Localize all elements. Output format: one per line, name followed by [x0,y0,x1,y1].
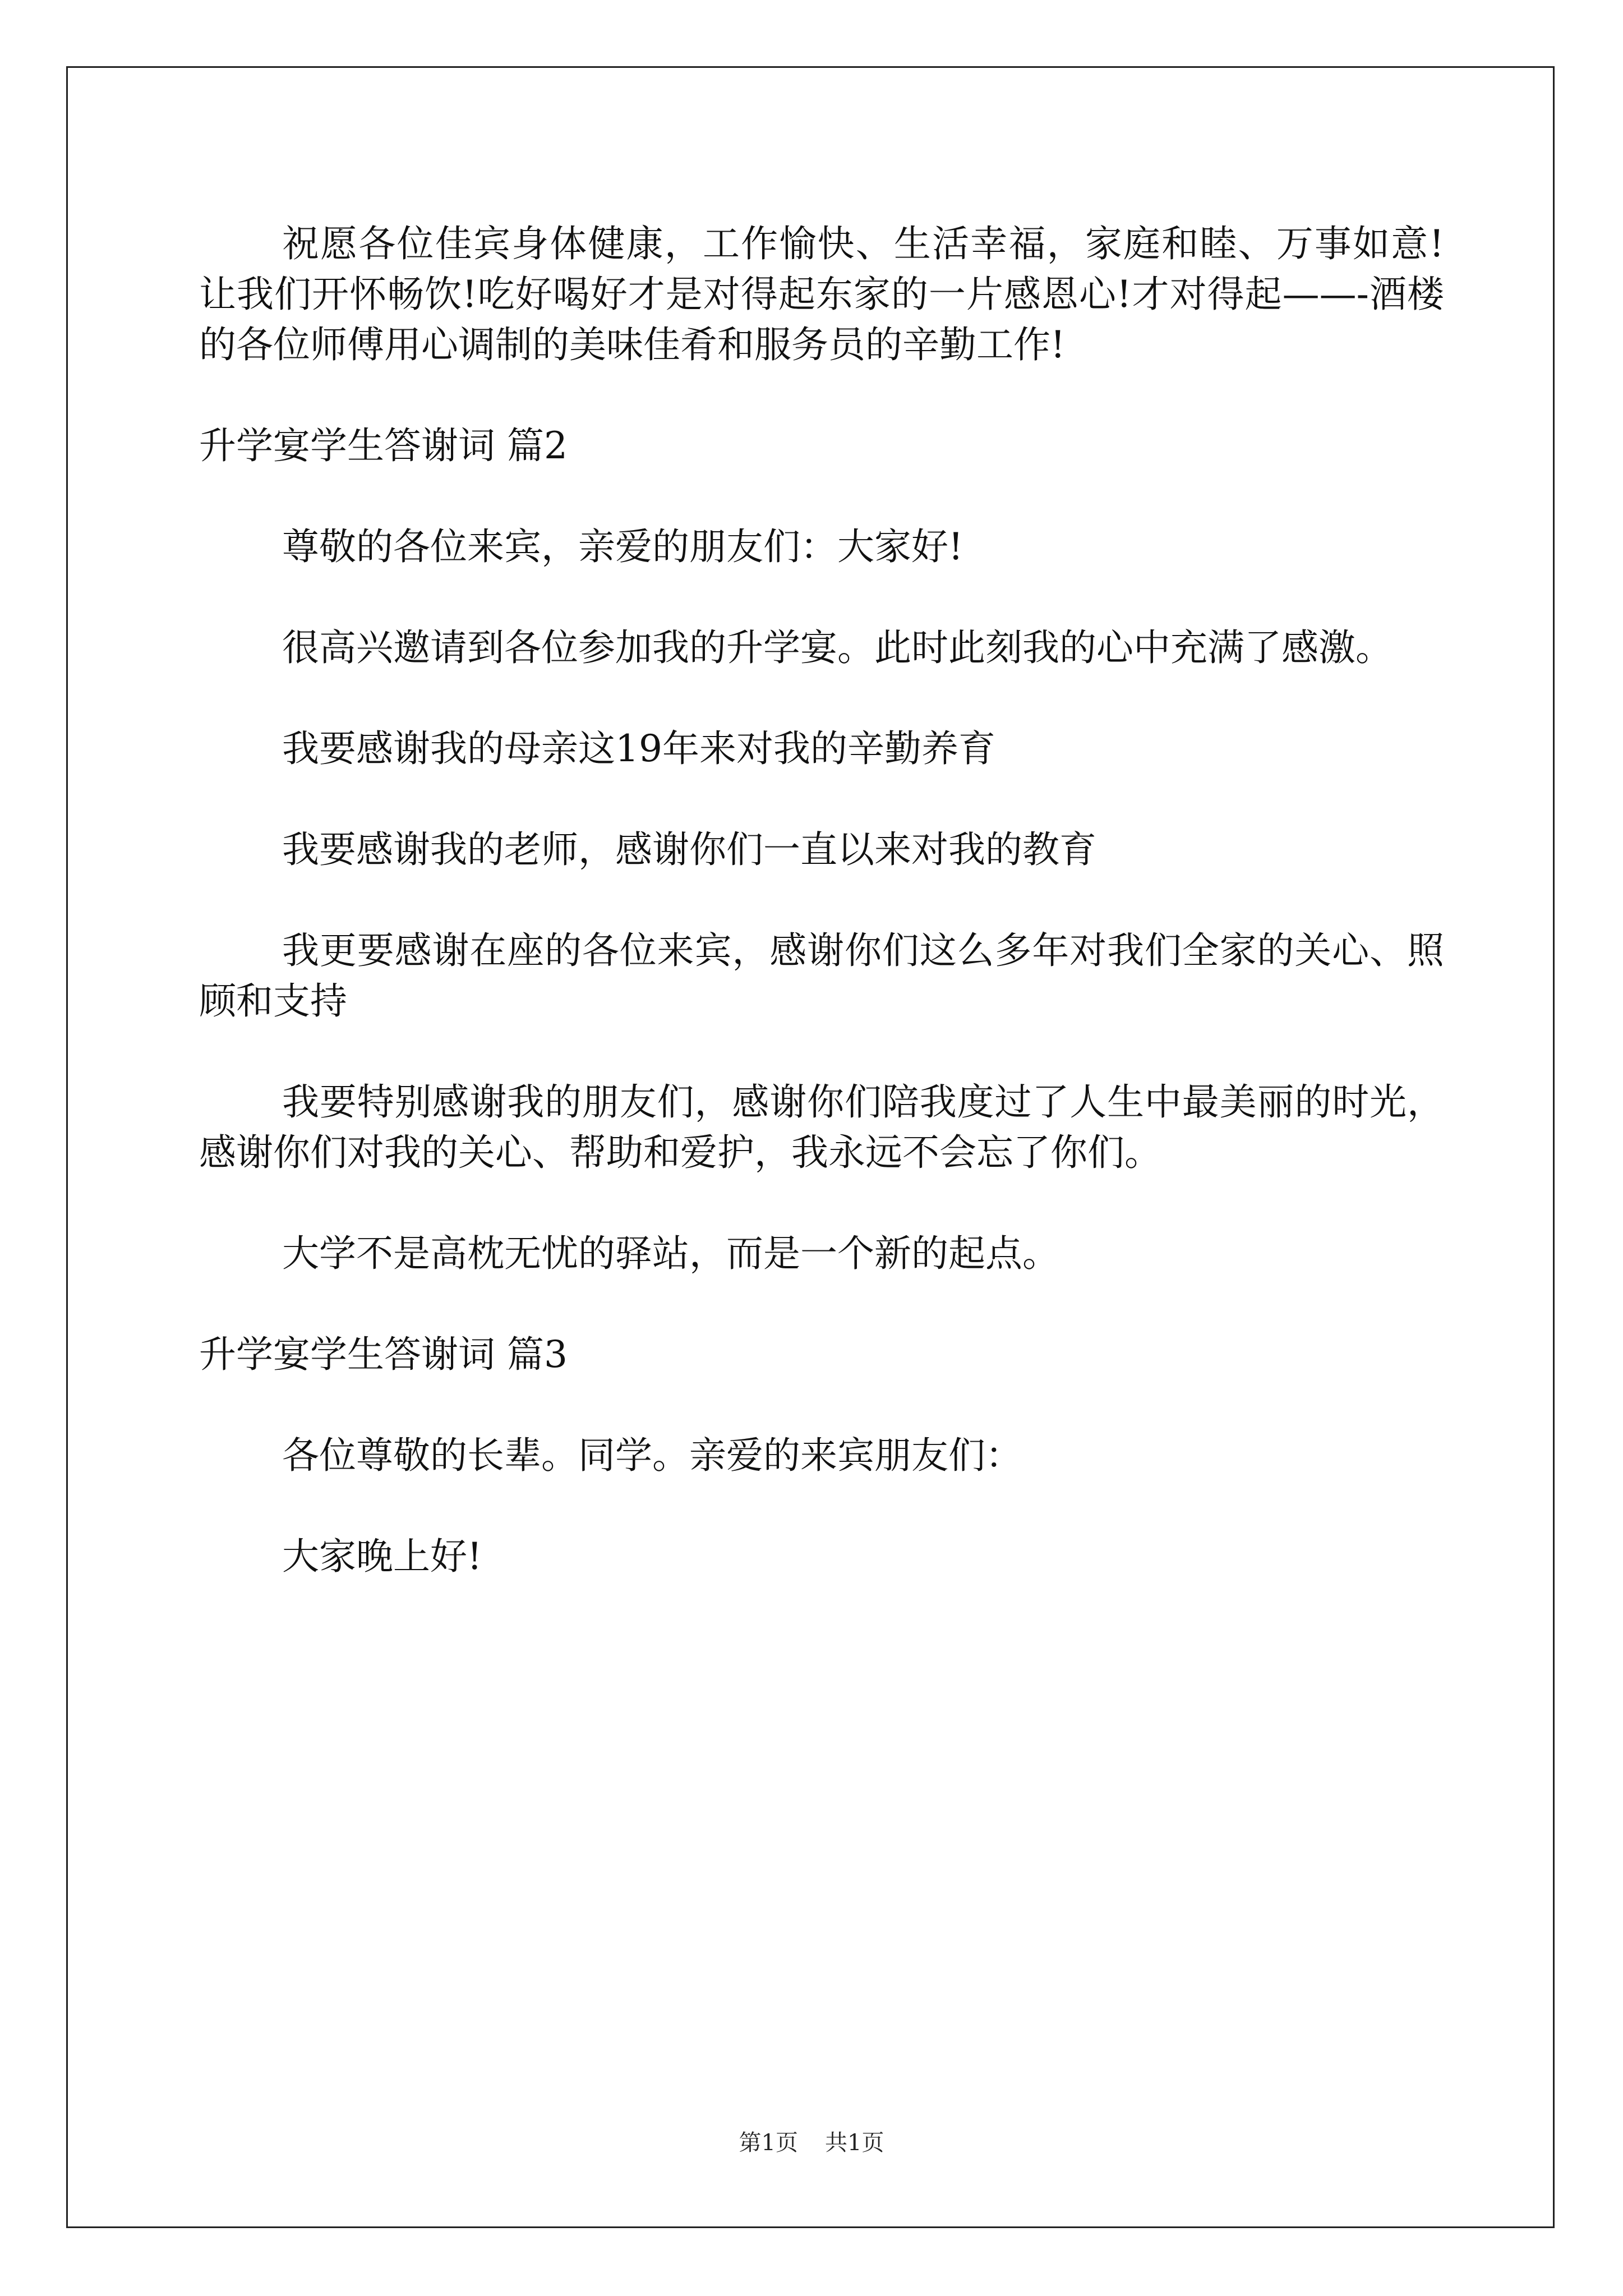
page-number-current: 第1页 [739,2130,798,2156]
document-body [199,219,1444,1632]
paragraph: 很高兴邀请到各位参加我的升学宴。此时此刻我的心中充满了感激。 [282,626,1393,669]
paragraph: 我要感谢我的母亲这19年来对我的辛勤养育 [282,727,995,770]
page-footer [0,2129,1623,2157]
paragraph: 尊敬的各位来宾，亲爱的朋友们：大家好! [282,525,963,568]
paragraph: 我要感谢我的老师，感谢你们一直以来对我的教育 [282,828,1096,871]
paragraph: 我更要感谢在座的各位来宾，感谢你们这么多年对我们全家的关心、照顾和支持 [199,929,1444,1023]
paragraph: 各位尊敬的长辈。同学。亲爱的来宾朋友们： [282,1434,1022,1477]
page-number-total: 共1页 [825,2130,884,2156]
paragraph: 我要特别感谢我的朋友们，感谢你们陪我度过了人生中最美丽的时光，感谢你们对我的关心、帮助和爱护，我永远不会忘了你们。 [199,1080,1444,1174]
paragraph: 祝愿各位佳宾身体健康，工作愉快、生活幸福，家庭和睦、万事如意!让我们开怀畅饮!吃好喝好才是对得起东家的一片感恩心!才对得起——-酒楼的各位师傅用心调制的美味佳肴和服务员的辛勤工作! [199,222,1444,366]
paragraph: 大家晚上好! [282,1535,482,1578]
section-heading: 升学宴学生答谢词 篇2 [199,424,568,467]
paragraph: 大学不是高枕无忧的驿站，而是一个新的起点。 [282,1232,1059,1275]
section-heading: 升学宴学生答谢词 篇3 [199,1333,568,1376]
